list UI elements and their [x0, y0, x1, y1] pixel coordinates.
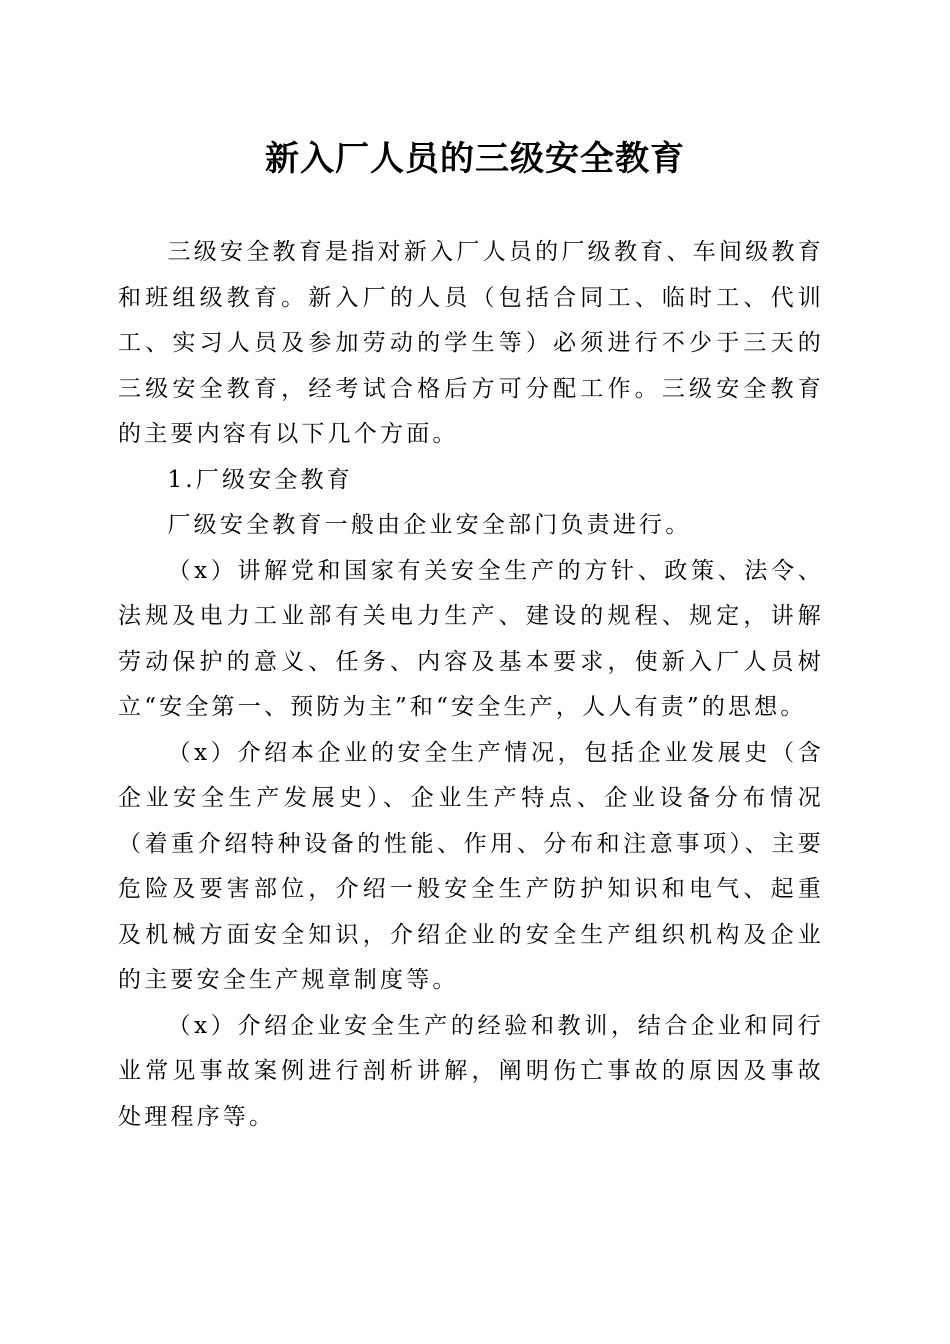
paragraph-factory-level-responsibility: 厂级安全教育一般由企业安全部门负责进行。	[167, 512, 692, 538]
document-body	[118, 230, 824, 1140]
paragraph-item-enterprise-overview: （x）介绍本企业的安全生产情况，包括企业发展史（含企业安全生产发展史）、企业生产特点、企业设备分布情况（着重介绍特种设备的性能、作用、分布和注意事项）、主要危险及要害部位，介绍一般安全生产防护知识和电气、起重及机械方面安全知识，介绍企业的安全生产组织机构及企业的主要安全生产规章制度等。	[118, 739, 824, 993]
intro-paragraph: 三级安全教育是指对新入厂人员的厂级教育、车间级教育和班组级教育。新入厂的人员（包括合同工、临时工、代训工、实习人员及参加劳动的学生等）必须进行不少于三天的三级安全教育，经考试合格后方可分配工作。三级安全教育的主要内容有以下几个方面。	[118, 239, 824, 447]
page-title: 新入厂人员的三级安全教育	[265, 139, 685, 179]
section-heading-factory-level: 1.厂级安全教育	[167, 466, 353, 493]
paragraph-item-policies: （x）讲解党和国家有关安全生产的方针、政策、法令、法规及电力工业部有关电力生产、建设的规程、规定，讲解劳动保护的意义、任务、内容及基本要求，使新入厂人员树立“安全第一、预防为主”和“安全生产，人人有责”的思想。	[118, 557, 824, 720]
paragraph-item-experience-lessons: （x）介绍企业安全生产的经验和教训，结合企业和同行业常见事故案例进行剖析讲解，阐明伤亡事故的原因及事故处理程序等。	[118, 1012, 824, 1130]
